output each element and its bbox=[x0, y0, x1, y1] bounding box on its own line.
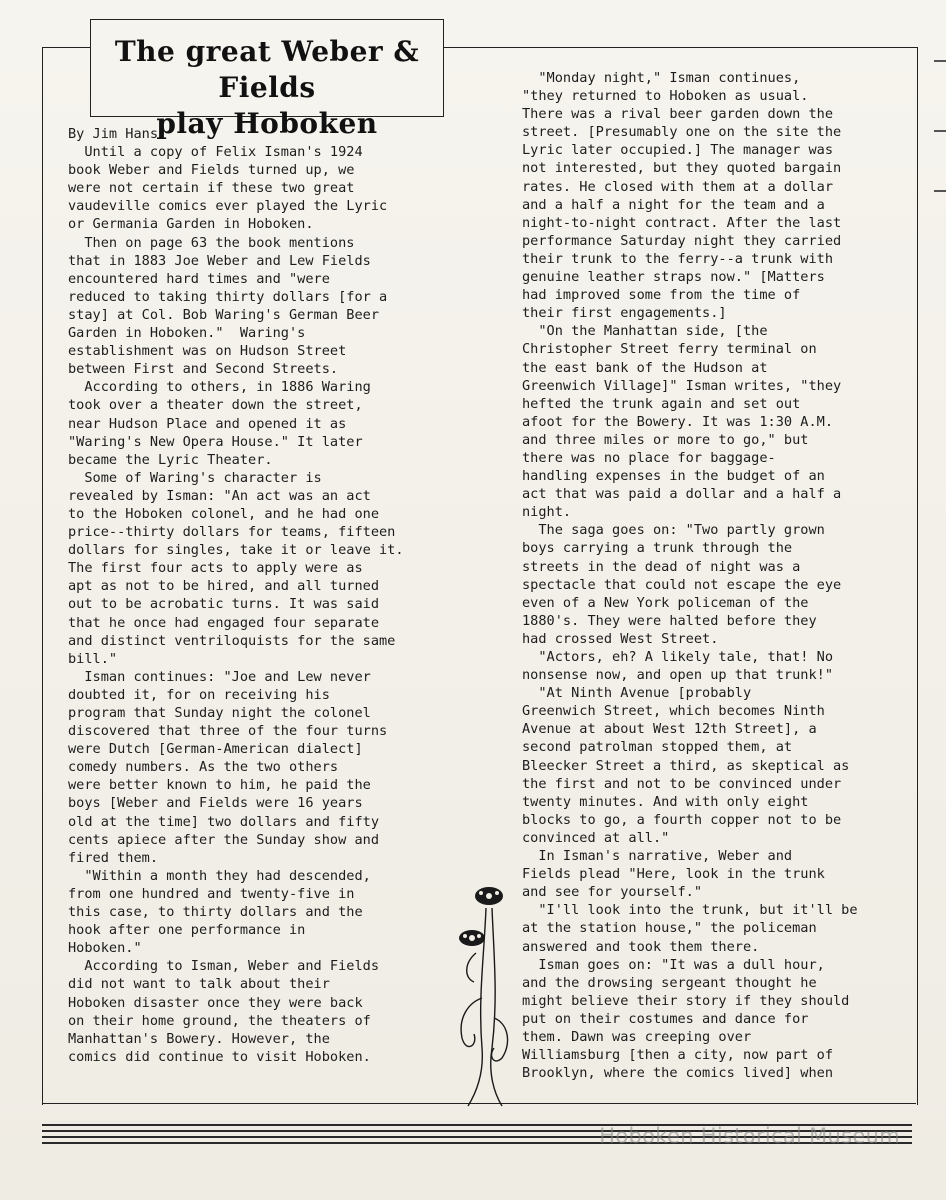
text-line: apt as not to be hired, and all turned bbox=[68, 578, 379, 595]
text-line: Greenwich Street, which becomes Ninth bbox=[522, 703, 825, 720]
text-line: put on their costumes and dance for bbox=[522, 1010, 809, 1027]
text-line: Fields plead "Here, look in the trunk bbox=[522, 866, 825, 883]
right-column bbox=[522, 69, 907, 1082]
text-line: nonsense now, and open up that trunk!" bbox=[522, 667, 833, 684]
text-line: Williamsburg [then a city, now part of bbox=[522, 1047, 833, 1064]
text-line: Garden in Hoboken." Waring's bbox=[68, 325, 306, 342]
text-line: Brooklyn, where the comics lived] when bbox=[522, 1065, 833, 1082]
text-line: this case, to thirty dollars and the bbox=[68, 904, 363, 921]
text-line: had crossed West Street. bbox=[522, 630, 719, 647]
text-line: Greenwich Village]" Isman writes, "they bbox=[522, 377, 842, 394]
text-line: Christopher Street ferry terminal on bbox=[522, 341, 817, 358]
text-line: Manhattan's Bowery. However, the bbox=[68, 1030, 330, 1047]
text-line: night-to-night contract. After the last bbox=[522, 214, 842, 231]
text-line: rates. He closed with them at a dollar bbox=[522, 178, 833, 195]
text-line: vaudeville comics ever played the Lyric bbox=[68, 198, 388, 215]
text-line: might believe their story if they should bbox=[522, 992, 850, 1009]
text-line: discovered that three of the four turns bbox=[68, 723, 388, 740]
text-line: did not want to talk about their bbox=[68, 976, 330, 993]
text-line: and the drowsing sergeant thought he bbox=[522, 974, 817, 991]
text-line: The saga goes on: "Two partly grown bbox=[522, 522, 825, 539]
text-line: spectacle that could not escape the eye bbox=[522, 576, 842, 593]
text-line: street. [Presumably one on the site the bbox=[522, 124, 842, 141]
text-line: not interested, but they quoted bargain bbox=[522, 160, 842, 177]
text-line: Isman goes on: "It was a dull hour, bbox=[522, 956, 825, 973]
edge-marks bbox=[932, 40, 946, 280]
text-line: stay] at Col. Bob Waring's German Beer bbox=[68, 306, 379, 323]
floral-ornament-icon bbox=[448, 878, 512, 1110]
text-line: act that was paid a dollar and a half a bbox=[522, 486, 842, 503]
text-line: "they returned to Hoboken as usual. bbox=[522, 88, 809, 105]
title-line-2: play Hoboken bbox=[156, 107, 378, 140]
text-line: took over a theater down the street, bbox=[68, 397, 363, 414]
text-line: establishment was on Hudson Street bbox=[68, 343, 347, 360]
text-line: cents apiece after the Sunday show and bbox=[68, 831, 379, 848]
text-line: "I'll look into the trunk, but it'll be bbox=[522, 902, 858, 919]
text-line: doubted it, for on receiving his bbox=[68, 686, 330, 703]
left-column bbox=[68, 125, 446, 1066]
text-line: price--thirty dollars for teams, fifteen bbox=[68, 524, 396, 541]
text-line: program that Sunday night the colonel bbox=[68, 705, 371, 721]
text-line: "Within a month they had descended, bbox=[68, 867, 371, 884]
text-line: between First and Second Streets. bbox=[68, 361, 339, 378]
text-line: 1880's. They were halted before they bbox=[522, 612, 817, 629]
text-line: afoot for the Bowery. It was 1:30 A.M. bbox=[522, 413, 833, 430]
text-line: or Germania Garden in Hoboken. bbox=[68, 216, 314, 233]
title-line-1: The great Weber & Fields bbox=[114, 35, 420, 104]
text-line: and a half a night for the team and a bbox=[522, 196, 825, 213]
text-line: answered and took them there. bbox=[522, 938, 760, 955]
text-line: even of a New York policeman of the bbox=[522, 594, 809, 611]
text-line: Until a copy of Felix Isman's 1924 bbox=[68, 144, 363, 161]
text-line: old at the time] two dollars and fifty bbox=[68, 813, 379, 830]
text-line: Then on page 63 the book mentions bbox=[68, 234, 355, 251]
text-line: at the station house," the policeman bbox=[522, 920, 817, 937]
text-line: Lyric later occupied.] The manager was bbox=[522, 142, 833, 159]
text-line: By Jim Hans bbox=[68, 126, 159, 142]
text-line: Hoboken." bbox=[68, 940, 142, 957]
text-line: them. Dawn was creeping over bbox=[522, 1028, 752, 1045]
text-line: streets in the dead of night was a bbox=[522, 558, 801, 575]
text-line: and three miles or more to go," but bbox=[522, 431, 809, 448]
text-line: According to others, in 1886 Waring bbox=[68, 379, 371, 396]
text-line: fired them. bbox=[68, 849, 159, 866]
text-line: "On the Manhattan side, [the bbox=[522, 323, 768, 340]
text-line: had improved some from the time of bbox=[522, 287, 801, 304]
text-line: encountered hard times and "were bbox=[68, 270, 330, 287]
text-line: book Weber and Fields turned up, we bbox=[68, 162, 355, 179]
text-line: the first and not to be convinced under bbox=[522, 775, 842, 792]
text-line: genuine leather straps now." [Matters bbox=[522, 269, 825, 286]
text-line: bill." bbox=[68, 650, 118, 667]
text-line: "Waring's New Opera House." It later bbox=[68, 433, 363, 450]
text-line: reduced to taking thirty dollars [for a bbox=[68, 288, 388, 305]
text-line: Bleecker Street a third, as skeptical as bbox=[522, 757, 850, 774]
text-line: and distinct ventriloquists for the same bbox=[68, 632, 396, 649]
text-line: their trunk to the ferry--a trunk with bbox=[522, 250, 833, 267]
text-line: The first four acts to apply were as bbox=[68, 560, 363, 577]
text-line: "At Ninth Avenue [probably bbox=[522, 685, 752, 702]
text-line: to the Hoboken colonel, and he had one bbox=[68, 505, 379, 522]
text-line: According to Isman, Weber and Fields bbox=[68, 958, 379, 975]
text-line: dollars for singles, take it or leave it. bbox=[68, 542, 404, 559]
text-line: on their home ground, the theaters of bbox=[68, 1012, 371, 1029]
text-line: There was a rival beer garden down the bbox=[522, 106, 833, 123]
text-line: hefted the trunk again and set out bbox=[522, 395, 801, 412]
text-line: were better known to him, he paid the bbox=[68, 777, 371, 794]
text-line: there was no place for baggage- bbox=[522, 449, 776, 466]
text-line: "Actors, eh? A likely tale, that! No bbox=[522, 649, 833, 665]
text-line: near Hudson Place and opened it as bbox=[68, 415, 347, 432]
watermark: Hoboken Historical Museum bbox=[599, 1124, 900, 1148]
text-line: that he once had engaged four separate bbox=[68, 614, 379, 631]
text-line: convinced at all." bbox=[522, 829, 670, 846]
text-line: were not certain if these two great bbox=[68, 180, 355, 197]
text-line: from one hundred and twenty-five in bbox=[68, 885, 355, 902]
text-line: the east bank of the Hudson at bbox=[522, 359, 768, 376]
text-line: second patrolman stopped them, at bbox=[522, 739, 793, 756]
text-line: boys carrying a trunk through the bbox=[522, 540, 793, 557]
text-line: Hoboken disaster once they were back bbox=[68, 994, 363, 1011]
text-line: were Dutch [German-American dialect] bbox=[68, 741, 363, 758]
text-line: blocks to go, a fourth copper not to be bbox=[522, 811, 842, 828]
text-line: Isman continues: "Joe and Lew never bbox=[68, 668, 371, 685]
text-line: In Isman's narrative, Weber and bbox=[522, 848, 793, 865]
text-line: out to be acrobatic turns. It was said bbox=[68, 596, 379, 613]
text-line: handling expenses in the budget of an bbox=[522, 468, 825, 485]
text-line: and see for yourself." bbox=[522, 884, 703, 901]
text-line: Some of Waring's character is bbox=[68, 469, 322, 486]
text-line: comedy numbers. As the two others bbox=[68, 759, 339, 776]
text-line: became the Lyric Theater. bbox=[68, 451, 273, 468]
text-line: twenty minutes. And with only eight bbox=[522, 793, 809, 810]
text-line: hook after one performance in bbox=[68, 922, 306, 939]
text-line: their first engagements.] bbox=[522, 305, 727, 322]
text-line: comics did continue to visit Hoboken. bbox=[68, 1048, 371, 1065]
text-line: boys [Weber and Fields were 16 years bbox=[68, 795, 363, 812]
text-line: "Monday night," Isman continues, bbox=[522, 70, 801, 86]
text-line: Avenue at about West 12th Street], a bbox=[522, 721, 817, 738]
text-line: that in 1883 Joe Weber and Lew Fields bbox=[68, 252, 371, 269]
text-line: revealed by Isman: "An act was an act bbox=[68, 487, 371, 504]
text-line: performance Saturday night they carried bbox=[522, 232, 842, 249]
text-line: night. bbox=[522, 504, 572, 521]
